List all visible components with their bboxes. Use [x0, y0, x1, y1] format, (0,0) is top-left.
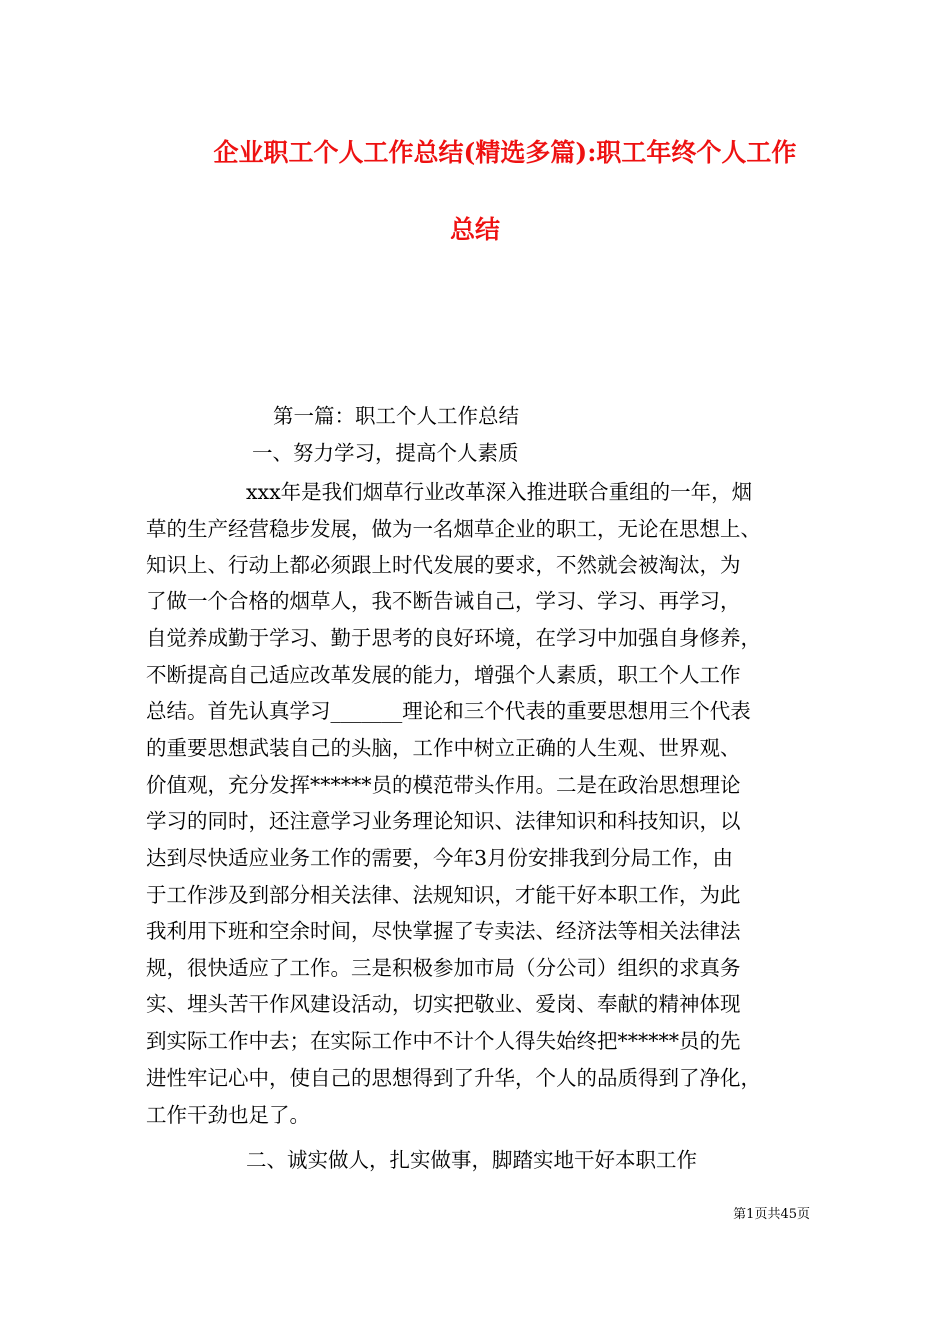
- paragraph-line: 达到尽快适应业务工作的需要，今年3月份安排我到分局工作，由: [146, 846, 734, 870]
- article-heading: 第一篇：职工个人工作总结: [273, 404, 519, 428]
- paragraph-line: 进性牢记心中，使自己的思想得到了升华，个人的品质得到了净化，: [146, 1066, 761, 1090]
- paragraph-line: 学习的同时，还注意学习业务理论知识、法律知识和科技知识，以: [146, 809, 741, 833]
- paragraph-line: xxx年是我们烟草行业改革深入推进联合重组的一年，烟: [246, 480, 753, 504]
- paragraph-line: 价值观，充分发挥******员的模范带头作用。二是在政治思想理论: [146, 773, 741, 797]
- paragraph-line: 工作干劲也足了。: [146, 1103, 310, 1127]
- section-heading-1: 一、努力学习，提高个人素质: [252, 441, 519, 465]
- paragraph-line: 规，很快适应了工作。三是积极参加市局（分公司）组织的求真务: [146, 956, 741, 980]
- paragraph-line: 总结。首先认真学习_______理论和三个代表的重要思想用三个代表: [146, 699, 751, 723]
- paragraph-line: 我利用下班和空余时间，尽快掌握了专卖法、经济法等相关法律法: [146, 919, 741, 943]
- paragraph-line: 到实际工作中去；在实际工作中不计个人得失始终把******员的先: [146, 1029, 741, 1053]
- document-title-line-1: 企业职工个人工作总结(精选多篇):职工年终个人工作: [213, 138, 797, 167]
- paragraph-line: 知识上、行动上都必须跟上时代发展的要求，不然就会被淘汰，为: [146, 553, 741, 577]
- paragraph-line: 的重要思想武装自己的头脑，工作中树立正确的人生观、世界观、: [146, 736, 741, 760]
- page-number-footer: 第1页共45页: [733, 1207, 810, 1222]
- paragraph-line: 不断提高自己适应改革发展的能力，增强个人素质，职工个人工作: [146, 663, 741, 687]
- section-heading-2: 二、诚实做人，扎实做事，脚踏实地干好本职工作: [246, 1148, 697, 1172]
- paragraph-line: 于工作涉及到部分相关法律、法规知识，才能干好本职工作，为此: [146, 883, 741, 907]
- paragraph-line: 草的生产经营稳步发展，做为一名烟草企业的职工，无论在思想上、: [146, 517, 761, 541]
- paragraph-line: 了做一个合格的烟草人，我不断告诫自己，学习、学习、再学习，: [146, 589, 741, 613]
- paragraph-line: 自觉养成勤于学习、勤于思考的良好环境，在学习中加强自身修养，: [146, 626, 761, 650]
- paragraph-line: 实、埋头苦干作风建设活动，切实把敬业、爱岗、奉献的精神体现: [146, 992, 741, 1016]
- document-title-line-2: 总结: [449, 215, 500, 244]
